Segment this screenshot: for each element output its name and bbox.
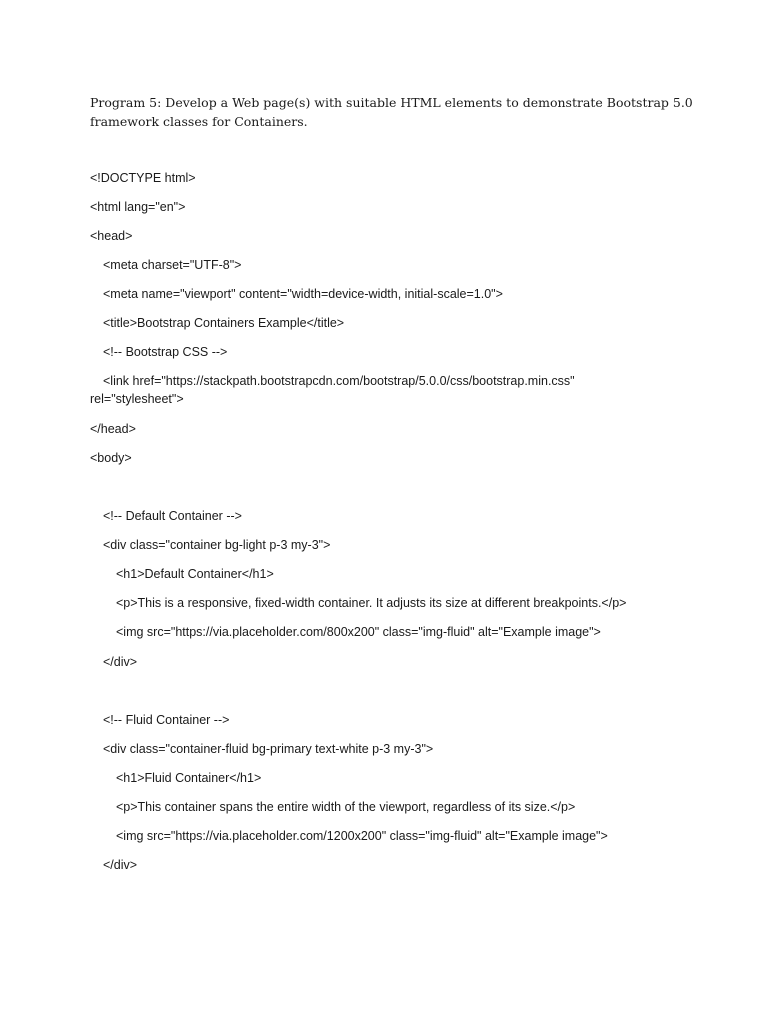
code-line: <img src="https://via.placeholder.com/800x200" class="img-fluid" alt="Example image"> [116,625,601,639]
code-line: rel="stylesheet"> [90,392,184,406]
code-line: </head> [90,422,136,436]
code-line: <head> [90,229,133,243]
code-line: <img src="https://via.placeholder.com/1200x200" class="img-fluid" alt="Example image"> [116,829,608,843]
code-line: <body> [90,451,132,465]
code-line: <div class="container-fluid bg-primary text-white p-3 my-3"> [103,742,434,756]
code-line: <link href="https://stackpath.bootstrapcdn.com/bootstrap/5.0.0/css/bootstrap.min.css" [103,374,575,388]
code-line: </div> [103,655,138,669]
code-line: <h1>Default Container</h1> [116,567,274,581]
code-line: <h1>Fluid Container</h1> [116,771,262,785]
code-line: <div class="container bg-light p-3 my-3"> [103,538,331,552]
code-line: <p>This is a responsive, fixed-width container. It adjusts its size at different breakpoints.</p> [116,596,627,610]
code-line: <meta name="viewport" content="width=device-width, initial-scale=1.0"> [103,287,503,301]
code-line: <!DOCTYPE html> [90,171,196,185]
heading-line: framework classes for Containers. [90,114,308,129]
code-line: <!-- Fluid Container --> [103,713,230,727]
heading-line: Program 5: Develop a Web page(s) with suitable HTML elements to demonstrate Bootstrap 5.0 [90,95,693,110]
program-heading [90,93,693,131]
code-line: <title>Bootstrap Containers Example</title> [103,316,345,330]
code-line: <html lang="en"> [90,200,186,214]
code-line: </div> [103,858,138,872]
code-line: <p>This container spans the entire width of the viewport, regardless of its size.</p> [116,800,576,814]
code-line: <!-- Default Container --> [103,509,242,523]
code-line: <meta charset="UTF-8"> [103,258,242,272]
code-line: <!-- Bootstrap CSS --> [103,345,228,359]
